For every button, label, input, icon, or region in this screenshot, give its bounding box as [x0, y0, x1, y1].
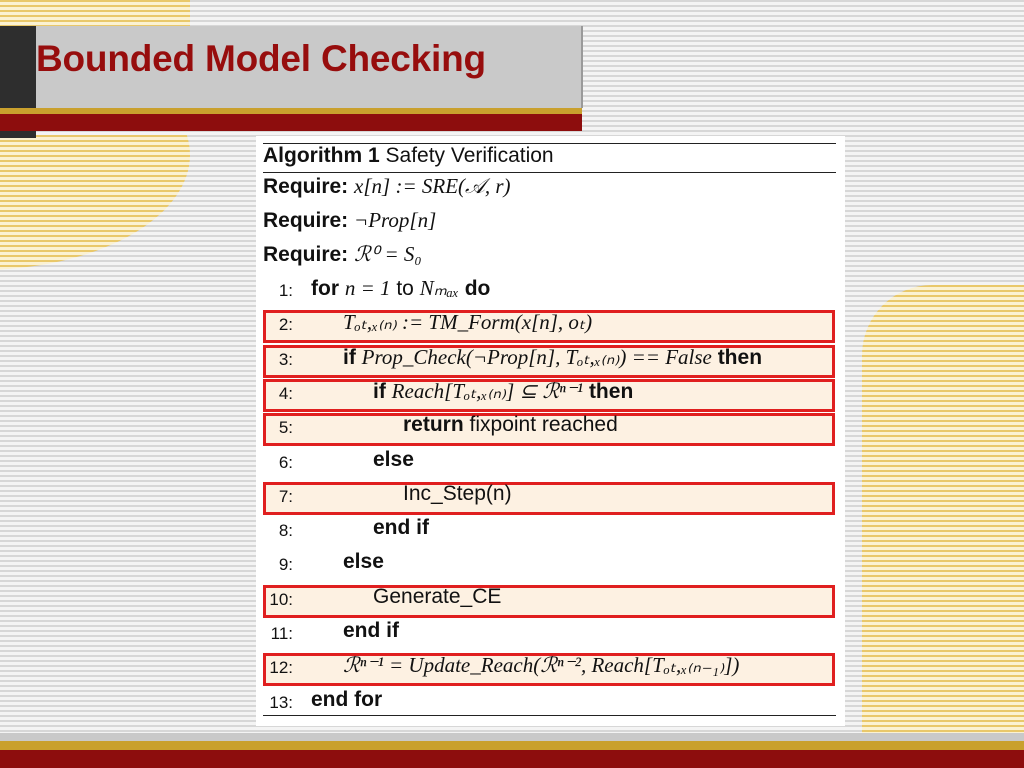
algorithm-line: [263, 411, 838, 443]
math-expression: ℛⁿ⁻¹ = Update_Reach(ℛⁿ⁻², Reach[Tₒₜ,ₓ₍ₙ₋₁₎]): [343, 653, 740, 678]
require-expr: x[n] := SRE(𝒜, r): [354, 174, 511, 198]
line-code: [343, 310, 592, 335]
require-line: [263, 174, 511, 199]
header-rule: [263, 172, 836, 173]
algorithm-line: [263, 651, 838, 683]
math-expression: Prop_Check(¬Prop[n], Tₒₜ,ₓ₍ₙ₎) == False: [361, 344, 712, 369]
keyword: return: [403, 413, 470, 437]
algorithm-line: [263, 617, 838, 649]
keyword: end if: [343, 619, 399, 642]
algorithm-header: [263, 144, 554, 168]
keyword: then: [711, 345, 763, 369]
keyword: end for: [311, 687, 383, 711]
math-expression: Tₒₜ,ₓ₍ₙ₎ := TM_Form(x[n], oₜ): [343, 310, 593, 335]
algorithm-line: [263, 377, 838, 409]
algorithm-line: [263, 514, 838, 546]
algorithm-line: [263, 548, 838, 580]
slide-title: Bounded Model Checking: [36, 38, 486, 79]
line-code: [343, 345, 762, 370]
line-number: 12:: [269, 658, 293, 678]
line-code: [403, 413, 618, 437]
require-expr: ¬Prop[n]: [354, 208, 437, 232]
code-text: to: [390, 277, 420, 300]
footer-red-stripe: [0, 750, 1024, 768]
keyword: else: [343, 550, 384, 574]
algorithm-line: [263, 308, 838, 340]
line-code: [343, 619, 399, 643]
line-number: 4:: [278, 383, 293, 403]
code-text: fixpoint reached: [469, 413, 618, 437]
algorithm-line: [263, 446, 838, 478]
line-code: [343, 550, 384, 574]
math-expression: Reach[Tₒₜ,ₓ₍ₙ₎] ⊆ ℛⁿ⁻¹: [391, 378, 584, 403]
code-text: Generate_CE: [373, 584, 502, 608]
algorithm-line: [263, 274, 838, 306]
require-line: [263, 242, 422, 267]
code-text: Inc_Step(n): [403, 481, 512, 505]
math-expression: Nₘₐₓ: [419, 276, 459, 300]
line-number: 1:: [278, 281, 293, 300]
line-number: 10:: [269, 589, 293, 609]
keyword: do: [458, 277, 491, 300]
line-code: [403, 482, 512, 506]
algorithm-box: [256, 136, 845, 726]
keyword: then: [583, 379, 634, 403]
math-expression: n = 1: [344, 276, 391, 300]
keyword: if: [343, 345, 362, 369]
line-number: 11:: [270, 624, 293, 643]
line-number: 2:: [278, 315, 293, 335]
require-keyword: Require:: [263, 243, 349, 266]
keyword: end if: [373, 516, 429, 540]
footer-gold-stripe: [0, 741, 1024, 750]
line-number: 5:: [278, 418, 293, 438]
line-number: 3:: [278, 349, 293, 369]
line-number: 9:: [278, 555, 293, 575]
line-code: [343, 653, 739, 678]
require-keyword: Require:: [263, 175, 349, 198]
algorithm-name: Safety Verification: [385, 144, 554, 167]
algorithm-line: [263, 686, 838, 718]
algorithm-label: Algorithm 1: [263, 144, 380, 167]
line-number: 7:: [278, 486, 293, 506]
decorative-stripes-right: [862, 285, 1024, 735]
algorithm-line: [263, 480, 838, 512]
line-number: 6:: [278, 452, 293, 472]
algorithm-line: [263, 583, 838, 615]
footer-gray-stripe: [0, 733, 1024, 741]
line-code: [311, 688, 382, 712]
line-code: [311, 276, 490, 301]
require-line: [263, 208, 436, 233]
keyword: for: [311, 277, 345, 300]
require-expr: ℛ⁰ = S₀: [354, 242, 422, 266]
line-code: [373, 585, 501, 609]
line-code: [373, 379, 633, 404]
keyword: else: [373, 447, 414, 471]
line-number: 8:: [278, 521, 293, 541]
keyword: if: [373, 379, 392, 403]
require-keyword: Require:: [263, 209, 349, 232]
line-code: [373, 448, 414, 472]
algorithm-line: [263, 343, 838, 375]
line-number: 13:: [269, 692, 293, 712]
bottom-rule: [263, 715, 836, 716]
line-code: [373, 516, 429, 540]
title-red-stripe: [0, 114, 582, 131]
